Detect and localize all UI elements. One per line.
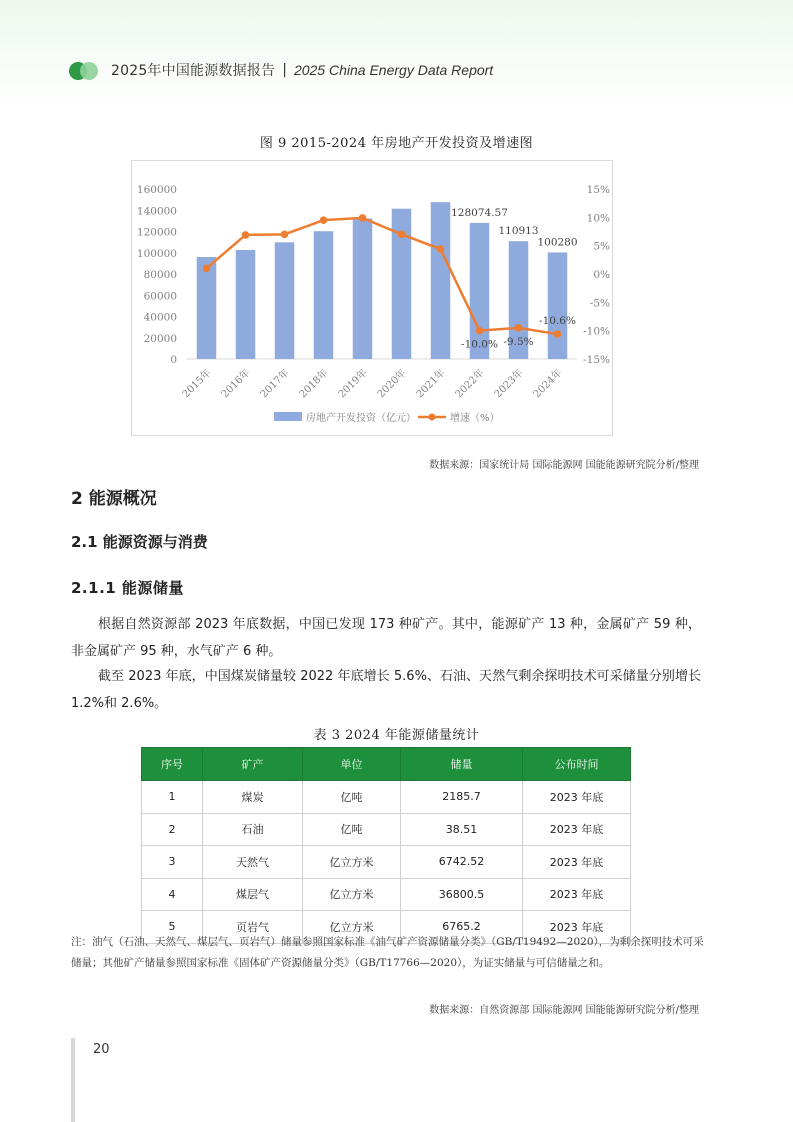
header-title: 2025年中国能源数据报告 <box>111 63 276 79</box>
chart-svg <box>132 161 612 435</box>
x-axis-tick-label: 2018年 <box>297 367 331 401</box>
left-axis-tick-label: 40000 <box>143 311 177 324</box>
bar-data-label: 128074.57 <box>451 206 508 219</box>
table-cell: 石油 <box>203 813 303 846</box>
x-axis-tick-label: 2022年 <box>453 367 487 401</box>
x-axis-tick-label: 2023年 <box>492 367 526 401</box>
table-row <box>142 846 631 879</box>
right-axis-tick-label: -15% <box>583 354 610 366</box>
table-row <box>142 878 631 911</box>
left-axis-tick-label: 160000 <box>136 184 177 196</box>
right-axis-tick-label: -10% <box>583 325 610 338</box>
left-axis-tick-label: 120000 <box>136 226 177 239</box>
growth-rate-point <box>203 265 211 273</box>
header-separator: | <box>282 62 287 78</box>
section-heading-2: 2.1 能源资源与消费 <box>71 533 208 551</box>
right-axis-tick-label: 5% <box>593 240 610 253</box>
bar-investment <box>431 202 451 359</box>
table-cell: 4 <box>142 878 203 911</box>
table-source: 数据来源：自然资源部 国际能源网 国能能源研究院分析/整理 <box>429 1005 699 1016</box>
line-data-label: -10.0% <box>461 338 498 351</box>
growth-rate-point <box>242 231 250 239</box>
left-axis-tick-label: 140000 <box>136 205 177 218</box>
table-row <box>142 813 631 846</box>
growth-rate-point <box>320 216 328 224</box>
bar-investment <box>548 252 568 359</box>
table-cell: 亿立方米 <box>303 846 401 879</box>
table-caption: 表 3 2024 年能源储量统计 <box>313 728 480 743</box>
report-logo-icon <box>69 60 99 80</box>
left-axis-tick-label: 80000 <box>143 269 177 281</box>
growth-rate-point <box>437 245 445 253</box>
bar-data-label: 110913 <box>498 225 539 238</box>
x-axis-tick-label: 2020年 <box>375 367 409 401</box>
right-axis-tick-label: -5% <box>589 297 610 310</box>
growth-rate-point <box>398 231 406 239</box>
table-cell: 2 <box>142 813 203 846</box>
growth-rate-point <box>359 214 367 222</box>
growth-rate-point <box>476 327 484 335</box>
bar-investment <box>275 242 295 359</box>
table-cell: 36800.5 <box>401 878 523 911</box>
bar-data-label: 100280 <box>537 236 578 249</box>
growth-rate-point <box>281 231 289 239</box>
left-axis-tick-label: 60000 <box>143 290 177 303</box>
x-axis-tick-label: 2016年 <box>219 367 253 401</box>
table-cell: 38.51 <box>401 813 523 846</box>
bar-investment <box>197 257 217 359</box>
left-axis-tick-label: 0 <box>170 354 177 366</box>
page-number: 20 <box>93 1042 110 1057</box>
bar-investment <box>314 231 334 359</box>
growth-rate-point <box>554 330 562 338</box>
x-axis-tick-label: 2019年 <box>336 367 370 401</box>
line-data-label: -9.5% <box>503 335 534 348</box>
table-cell: 煤层气 <box>203 878 303 911</box>
real-estate-investment-chart <box>131 160 613 436</box>
column-header: 公布时间 <box>523 748 631 781</box>
line-data-label: -10.6% <box>539 315 576 328</box>
x-axis-tick-label: 2015年 <box>180 367 214 401</box>
table-cell: 亿立方米 <box>303 878 401 911</box>
column-header: 序号 <box>142 748 203 781</box>
paragraph-mineral-count: 根据自然资源部 2023 年底数据，中国已发现 173 种矿产。其中，能源矿产 13 种，金属矿产 59 种，非金属矿产 95 种，水气矿产 6 种。 <box>71 617 701 659</box>
page-header <box>69 58 493 82</box>
column-header: 储量 <box>401 748 523 781</box>
table-cell: 亿吨 <box>303 813 401 846</box>
table-note: 注：油气（石油、天然气、煤层气、页岩气）储量参照国家标准《油气矿产资源储量分类》（GB/T19492—2020），为剩余探明技术可采储量；其他矿产储量参照国家标准《固体矿产资源储量分类》（GB/T17766—2020），为证实储量与可信储量之和。 <box>71 936 704 969</box>
table-cell: 天然气 <box>203 846 303 879</box>
paragraph-reserve-growth: 截至 2023 年底，中国煤炭储量较 2022 年底增长 5.6%、石油、天然气剩余探明技术可采储量分别增长 1.2%和 2.6%。 <box>71 669 701 711</box>
table-cell: 2023 年底 <box>523 781 631 814</box>
bar-investment <box>236 250 256 359</box>
legend-bar-label: 房地产开发投资（亿元） <box>306 413 416 424</box>
footer-divider <box>71 1038 75 1122</box>
table-cell: 2023 年底 <box>523 846 631 879</box>
table-cell: 页岩气 <box>203 911 303 944</box>
section-heading-3: 2.1.1 能源储量 <box>71 579 184 597</box>
right-axis-tick-label: 0% <box>593 269 610 281</box>
table-cell: 2023 年底 <box>523 813 631 846</box>
figure-source: 数据来源：国家统计局 国际能源网 国能能源研究院分析/整理 <box>429 460 699 471</box>
energy-reserves-table <box>141 747 631 944</box>
x-axis-tick-label: 2021年 <box>414 367 448 401</box>
table-cell: 6765.2 <box>401 911 523 944</box>
figure-caption: 图 9 2015-2024 年房地产开发投资及增速图 <box>259 136 534 151</box>
bar-investment <box>353 219 373 359</box>
header-background <box>0 0 793 110</box>
legend-bar-swatch <box>274 412 302 421</box>
table-cell: 亿立方米 <box>303 911 401 944</box>
growth-rate-point <box>515 324 523 332</box>
table-cell: 5 <box>142 911 203 944</box>
table-cell: 1 <box>142 781 203 814</box>
table-cell: 2023 年底 <box>523 911 631 944</box>
section-heading-1: 2 能源概况 <box>71 489 157 509</box>
table-cell: 亿吨 <box>303 781 401 814</box>
right-axis-tick-label: 10% <box>586 212 610 225</box>
table-cell: 3 <box>142 846 203 879</box>
left-axis-tick-label: 20000 <box>143 332 177 345</box>
x-axis-tick-label: 2017年 <box>258 367 292 401</box>
table-cell: 6742.52 <box>401 846 523 879</box>
legend-line-marker <box>429 414 436 421</box>
x-axis-tick-label: 2024年 <box>531 367 565 401</box>
legend-line-label: 增速（%） <box>450 413 500 424</box>
header-title-en: 2025 China Energy Data Report <box>293 62 494 78</box>
table-cell: 2185.7 <box>401 781 523 814</box>
column-header: 矿产 <box>203 748 303 781</box>
table-cell: 煤炭 <box>203 781 303 814</box>
table-header-row <box>142 748 631 781</box>
right-axis-tick-label: 15% <box>586 184 610 196</box>
table-row <box>142 781 631 814</box>
left-axis-tick-label: 100000 <box>136 247 177 260</box>
column-header: 单位 <box>303 748 401 781</box>
table-cell: 2023 年底 <box>523 878 631 911</box>
